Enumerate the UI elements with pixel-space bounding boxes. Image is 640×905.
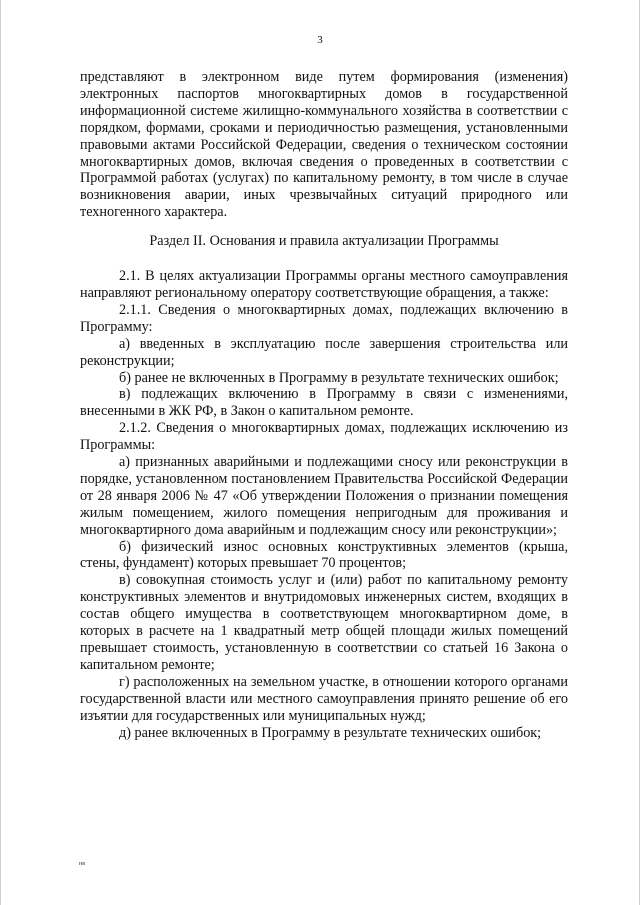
list-item-exclusion-d: г) расположенных на земельном участке, в отношении которого органами государственной власти или местного самоуправления принято решение об его изъятии для государственных или муниципальных нужд; xyxy=(80,673,568,724)
document-body xyxy=(80,69,568,741)
paragraph-continuation: представляют в электронном виде путем формирования (изменения) электронных паспортов многоквартирных домов в государственной информационной системе жилищно-коммунального хозяйства в соответствии с порядком, формами, сроками и периодичностью размещения, установленными правовыми актами Российской Федерации, сведения о техническом состоянии многоквартирных домов, включая сведения о проведенных в соответствии с Программой работах (услугах) по капитальному ремонту, в том числе в случае возникновения аварии, иных чрезвычайных ситуаций природного или техногенного характера. xyxy=(80,69,568,221)
list-item-inclusion-a: а) введенных в эксплуатацию после завершения строительства или реконструкции; xyxy=(80,335,568,369)
list-item-inclusion-c: в) подлежащих включению в Программу в связи с изменениями, внесенными в ЖК РФ, в Закон о капитальном ремонте. xyxy=(80,386,568,420)
page-edge-left xyxy=(0,0,1,905)
footer-initials: нв xyxy=(79,861,86,867)
clause-2-1-2: 2.1.2. Сведения о многоквартирных домах, подлежащих исключению из Программы: xyxy=(80,420,568,454)
list-item-exclusion-e: д) ранее включенных в Программу в результате технических ошибок; xyxy=(119,724,542,741)
clause-2-1: 2.1. В целях актуализации Программы органы местного самоуправления направляют региональному оператору соответствующие обращения, а также: xyxy=(80,268,568,301)
list-item-inclusion-b: б) ранее не включенных в Программу в результате технических ошибок; xyxy=(119,369,559,386)
list-item-exclusion-a: а) признанных аварийными и подлежащими сносу или реконструкции в порядке, установленном постановлением Правительства Российской Федерации от 28 января 2006 № 47 «Об утверждении Положения о признании помещения жилым помещением, жилого помещения непригодным для проживания и многоквартирного дома аварийным и подлежащим сносу или реконструкции»; xyxy=(80,454,568,538)
section-heading: Раздел II. Основания и правила актуализации Программы xyxy=(149,233,499,250)
clause-2-1-1: 2.1.1. Сведения о многоквартирных домах, подлежащих включению в Программу: xyxy=(80,301,568,335)
list-item-exclusion-b: б) физический износ основных конструктивных элементов (крыша, стены, фундамент) которых превышает 70 процентов; xyxy=(80,538,568,572)
page-number: 3 xyxy=(317,34,323,46)
list-item-exclusion-c: в) совокупная стоимость услуг и (или) работ по капитальному ремонту конструктивных элементов и внутридомовых инженерных систем, входящих в состав общего имущества в соответствующем многоквартирном доме, в которых в расчете на 1 квадратный метр общей площади жилых помещений превышает стоимость, установленную в соответствии со статьей 16 Закона о капитальном ремонте; xyxy=(80,572,568,673)
